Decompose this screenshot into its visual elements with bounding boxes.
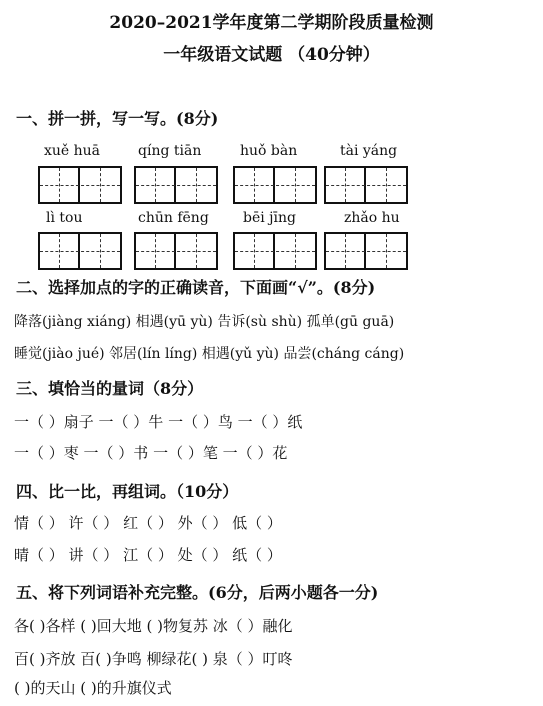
section5-line3: ( )的天山 ( )的升旗仪式: [14, 679, 172, 697]
section3-heading: 三、填恰当的量词（8分）: [16, 379, 204, 398]
writing-box-5[interactable]: [38, 232, 122, 270]
pinyin-1: xuě huā: [44, 143, 101, 159]
exam-title: 2020–2021学年度第二学期阶段质量检测: [109, 13, 434, 33]
section3-line1: 一（ ）扇子 一（ ）牛 一（ ）鸟 一（ ）纸: [14, 413, 303, 431]
exam-subtitle: 一年级语文试题 （40分钟）: [163, 45, 380, 65]
pinyin-2: qíng tiān: [138, 143, 202, 159]
section4-heading: 四、比一比，再组词。（10分）: [16, 482, 239, 501]
writing-box-1[interactable]: [38, 166, 122, 204]
pinyin-3: huǒ bàn: [240, 143, 298, 159]
pinyin-6: chūn fēng: [138, 210, 209, 226]
writing-box-3[interactable]: [233, 166, 317, 204]
section5-line2: 百( )齐放 百( )争鸣 柳绿花( ) 泉（ ）叮咚: [14, 650, 293, 668]
pinyin-7: bēi jīng: [243, 210, 296, 226]
section4-line1: 情（ ） 许（ ） 红（ ） 外（ ） 低（ ）: [14, 514, 282, 532]
pinyin-5: lì tou: [46, 210, 83, 226]
pinyin-8: zhǎo hu: [344, 210, 400, 226]
section1-heading: 一、拼一拼，写一写。(8分): [16, 109, 219, 128]
section5-heading: 五、将下列词语补充完整。(6分，后两小题各一分): [16, 583, 379, 602]
writing-box-7[interactable]: [233, 232, 317, 270]
pinyin-4: tài yáng: [340, 143, 398, 159]
writing-box-6[interactable]: [134, 232, 218, 270]
writing-box-4[interactable]: [324, 166, 408, 204]
writing-box-2[interactable]: [134, 166, 218, 204]
writing-box-8[interactable]: [324, 232, 408, 270]
section2-line2: 睡觉(jiào jué) 邻居(lín líng) 相遇(yǔ yù) 品尝(cháng cáng): [14, 346, 405, 362]
section4-line2: 晴（ ） 讲（ ） 江（ ） 处（ ） 纸（ ）: [14, 546, 282, 564]
section2-line1: 降落(jiàng xiáng) 相遇(yū yù) 告诉(sù shù) 孤单(gū guā): [14, 314, 395, 330]
section5-line1: 各( )各样 ( )回大地 ( )物复苏 冰（ ）融化: [14, 617, 293, 635]
section3-line2: 一（ ）枣 一（ ）书 一（ ）笔 一（ ）花: [14, 444, 288, 462]
section2-heading: 二、选择加点的字的正确读音，下面画“√”。(8分): [16, 278, 376, 297]
